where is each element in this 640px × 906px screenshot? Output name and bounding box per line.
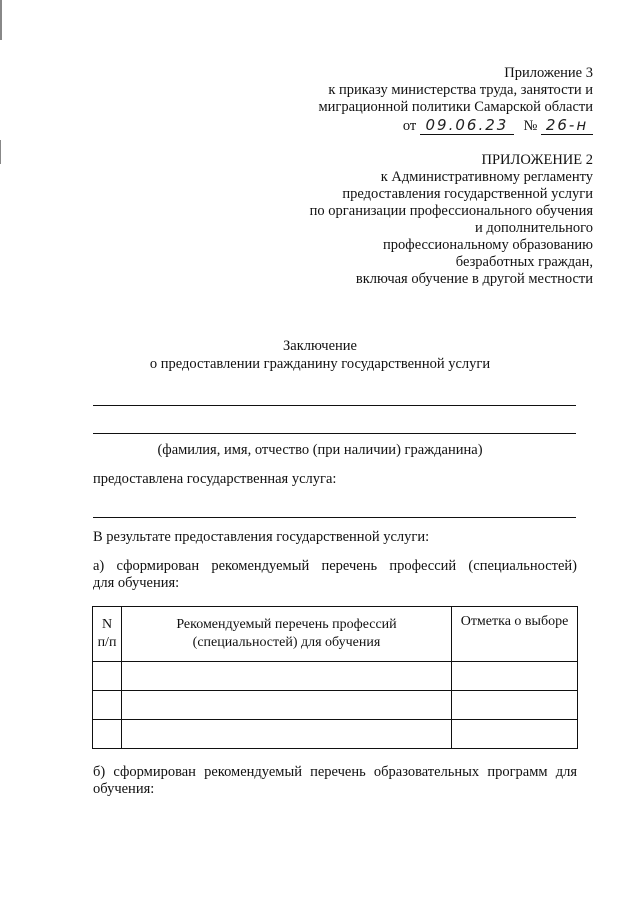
- table-row: [93, 691, 578, 720]
- appendix-2-line: по организации профессионального обучения: [309, 203, 593, 219]
- appendix-2-line: включая обучение в другой местности: [355, 271, 593, 287]
- name-line: [93, 405, 576, 406]
- table-cell[interactable]: [93, 662, 122, 691]
- order-date-handwritten: 09.06.23: [420, 117, 514, 135]
- service-line: [93, 517, 576, 518]
- order-date-number: [318, 117, 593, 135]
- appendix-2-line: профессиональному образованию: [383, 237, 593, 253]
- table-cell[interactable]: [122, 662, 452, 691]
- table-cell[interactable]: [452, 662, 578, 691]
- name-caption: (фамилия, имя, отчество (при наличии) гражданина): [157, 442, 483, 458]
- conclusion-subtitle: о предоставлении гражданину государственной услуги: [149, 356, 491, 372]
- column-number-header: N п/п: [93, 607, 122, 662]
- item-a: а) сформирован рекомендуемый перечень профессий (специальностей): [93, 558, 577, 574]
- column-professions-header: Рекомендуемый перечень профессий (специальностей) для обучения: [122, 607, 452, 662]
- table-cell[interactable]: [122, 720, 452, 749]
- date-prefix: от: [402, 118, 417, 134]
- appendix-3-line: к приказу министерства труда, занятости и: [328, 82, 593, 98]
- appendix-2-title: ПРИЛОЖЕНИЕ 2: [481, 152, 593, 168]
- table-row: [93, 662, 578, 691]
- item-b-continuation: обучения:: [93, 781, 155, 797]
- appendix-2-line: безработных граждан,: [455, 254, 593, 270]
- table-header-row: [93, 607, 578, 662]
- table-cell[interactable]: [122, 691, 452, 720]
- column-selection-header: Отметка о выборе: [452, 607, 578, 662]
- item-b: б) сформирован рекомендуемый перечень образовательных программ для: [93, 764, 577, 780]
- appendix-3-line: миграционной политики Самарской области: [318, 99, 593, 115]
- appendix-3-title: Приложение 3: [504, 65, 593, 81]
- table-cell[interactable]: [452, 720, 578, 749]
- item-a-continuation: для обучения:: [93, 575, 180, 591]
- appendix-2-line: предоставления государственной услуги: [342, 186, 593, 202]
- service-label: предоставлена государственная услуга:: [93, 471, 337, 487]
- conclusion-title: Заключение: [283, 338, 357, 354]
- professions-table: [92, 606, 578, 749]
- appendix-2-line: к Административному регламенту: [380, 169, 593, 185]
- table-cell[interactable]: [93, 691, 122, 720]
- table-cell[interactable]: [93, 720, 122, 749]
- appendix-2-line: и дополнительного: [474, 220, 593, 236]
- result-label: В результате предоставления государственной услуги:: [93, 529, 430, 545]
- name-line: [93, 433, 576, 434]
- table-row: [93, 720, 578, 749]
- order-number-handwritten: 26-н: [541, 117, 593, 135]
- appendix-2-block: [310, 152, 593, 288]
- scan-edge-mark: [0, 0, 2, 40]
- table-cell[interactable]: [452, 691, 578, 720]
- number-prefix: №: [523, 118, 538, 134]
- scan-edge-mark: [0, 140, 1, 164]
- appendix-3-block: [318, 65, 593, 135]
